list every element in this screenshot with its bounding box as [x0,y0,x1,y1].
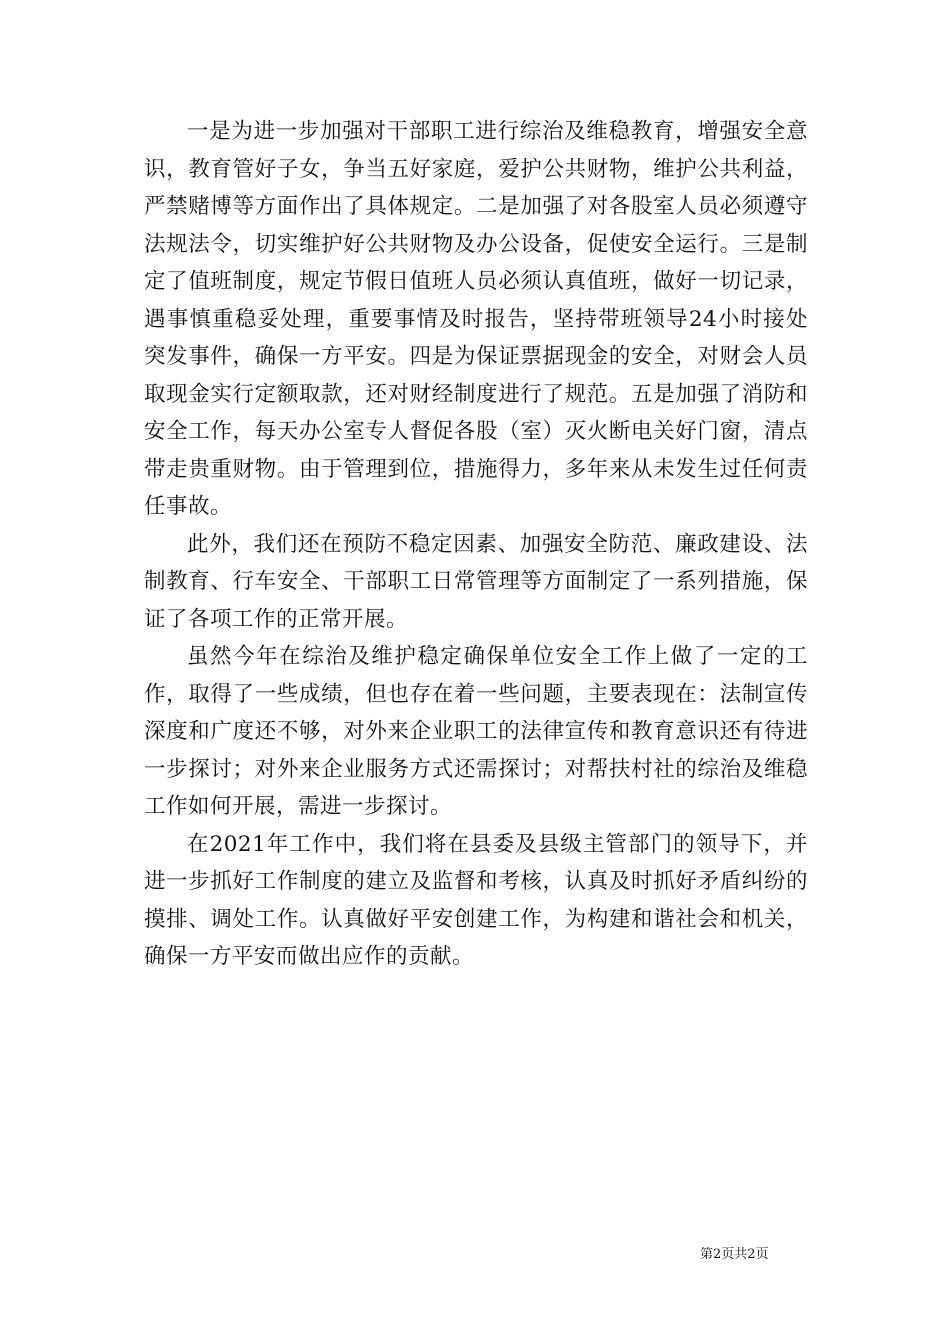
paragraph-1: 一是为进一步加强对干部职工进行综治及维稳教育，增强安全意识，教育管好子女，争当五好家庭，爱护公共财物，维护公共利益，严禁赌博等方面作出了具体规定。二是加强了对各股室人员必须遵守法规法令，切实维护好公共财物及办公设备，促使安全运行。三是制定了值班制度，规定节假日值班人员必须认真值班，做好一切记录，遇事慎重稳妥处理，重要事情及时报告，坚持带班领导24小时接处突发事件，确保一方平安。四是为保证票据现金的安全，对财会人员取现金实行定额取款，还对财经制度进行了规范。五是加强了消防和安全工作，每天办公室专人督促各股（室）灭火断电关好门窗，清点带走贵重财物。由于管理到位，措施得力，多年来从未发生过任何责任事故。 [144,119,808,519]
document-body [144,113,808,976]
page-number-footer: 第2页共2页 [700,1247,769,1262]
paragraph-4: 在2021年工作中，我们将在县委及县级主管部门的领导下，并进一步抓好工作制度的建立及监督和考核，认真及时抓好矛盾纠纷的摸排、调处工作。认真做好平安创建工作，为构建和谐社会和机关，确保一方平安而做出应作的贡献。 [144,831,808,969]
paragraph-3: 虽然今年在综治及维护稳定确保单位安全工作上做了一定的工作，取得了一些成绩，但也存在着一些问题，主要表现在：法制宣传深度和广度还不够，对外来企业职工的法律宣传和教育意识还有待进一步探讨；对外来企业服务方式还需探讨；对帮扶村社的综治及维稳工作如何开展，需进一步探讨。 [144,644,808,819]
paragraph-2: 此外，我们还在预防不稳定因素、加强安全防范、廉政建设、法制教育、行车安全、干部职工日常管理等方面制定了一系列措施，保证了各项工作的正常开展。 [144,531,808,632]
